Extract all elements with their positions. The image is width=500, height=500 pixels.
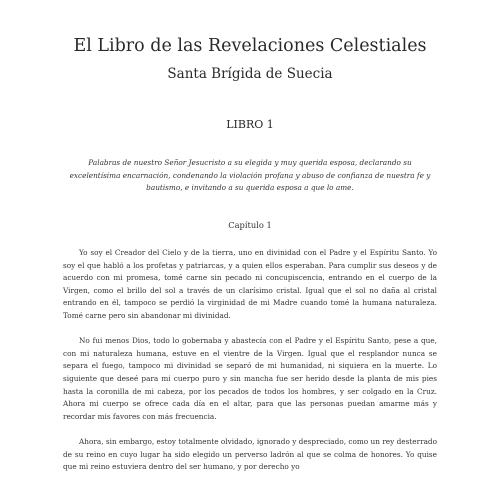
chapter-heading: Capítulo 1: [228, 220, 272, 230]
body-paragraph: No fui menos Dios, todo lo gobernaba y abastecía con el Padre y el Espíritu Santo, pese a que, con mi naturaleza humana, estuve en el vientre de la Virgen. Igual que el resplandor nunca se separa el fuego, tampoco mi divinidad se separó de mi humanidad, ni siquiera en la muerte. Lo siguiente que deseé para mi cuerpo puro y sin mancha fue ser herido desde la planta de mis pies hasta la coronilla de mi cabeza, por los pecados de todos los hombres, y ser colgado en la Cruz. Ahora mi cuerpo se ofrece cada día en el altar, para que las personas puedan amarme más y recordar mis favores con más frecuencia.: [63, 336, 437, 421]
body-paragraph: Ahora, sin embargo, estoy totalmente olvidado, ignorado y despreciado, como un rey desterrado de su reino en cuyo lugar ha sido elegido un perverso ladrón al que se colma de honores. Yo quise que mi reino estuviera dentro del ser humano, y por derecho yo: [63, 436, 437, 472]
document-author: Santa Brígida de Suecia: [167, 66, 333, 82]
document-title: El Libro de las Revelaciones Celestiales: [73, 36, 427, 56]
chapter-summary: Palabras de nuestro Señor Jesucristo a su elegida y muy querida esposa, declarando su excelentísima encarnación, condenando la violación profana y abuso de confianza de nuestra fe y bautismo, e invitando a su querida esposa a que lo ame.: [69, 158, 431, 192]
body-paragraph: Yo soy el Creador del Cielo y de la tierra, uno en divinidad con el Padre y el Espíritu Santo. Yo soy el que habló a los profetas y patriarcas, y a quien ellos esperaban. Para cumplir sus deseos y de acuerdo con mi promesa, tomé carne sin pecado ni concupiscencia, entrando en el cuerpo de la Virgen, como el brillo del sol a través de un clarísimo cristal. Igual que el sol no daña al cristal entrando en él, tampoco se perdió la virginidad de mi Madre cuando tomé la humana naturaleza. Tomé carne pero sin abandonar mi divinidad.: [63, 248, 437, 320]
book-heading: LIBRO 1: [226, 118, 274, 131]
body-text: [63, 247, 437, 486]
